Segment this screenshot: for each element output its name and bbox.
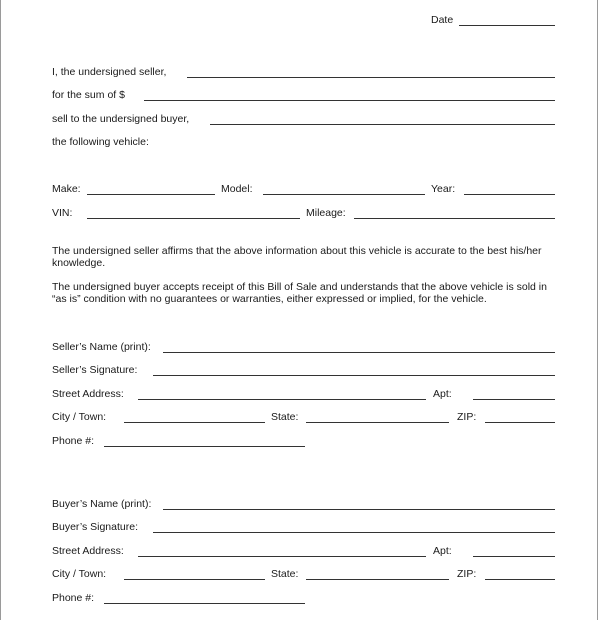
seller-city-field[interactable]: [124, 422, 265, 423]
vin-field[interactable]: [87, 218, 300, 219]
vehicle-intro-label: the following vehicle:: [52, 136, 149, 148]
seller-signature-label: Seller’s Signature:: [52, 364, 138, 376]
buyer-street-label: Street Address:: [52, 545, 124, 557]
buyer-zip-label: ZIP:: [457, 568, 477, 580]
seller-street-label: Street Address:: [52, 388, 124, 400]
seller-state-field[interactable]: [306, 422, 449, 423]
buyer-apt-label: Apt:: [433, 545, 452, 557]
buyer-state-field[interactable]: [306, 579, 449, 580]
seller-zip-label: ZIP:: [457, 411, 477, 423]
sell-to-field[interactable]: [210, 124, 555, 125]
seller-zip-field[interactable]: [485, 422, 555, 423]
buyer-apt-field[interactable]: [473, 556, 555, 557]
buyer-zip-field[interactable]: [485, 579, 555, 580]
buyer-street-field[interactable]: [138, 556, 426, 557]
make-label: Make:: [52, 183, 81, 195]
date-field[interactable]: [459, 25, 555, 26]
seller-name-label: Seller’s Name (print):: [52, 341, 151, 353]
seller-apt-field[interactable]: [473, 399, 555, 400]
sell-to-label: sell to the undersigned buyer,: [52, 113, 190, 125]
make-field[interactable]: [87, 194, 215, 195]
buyer-name-label: Buyer’s Name (print):: [52, 498, 152, 510]
seller-intro-field[interactable]: [187, 77, 555, 78]
seller-apt-label: Apt:: [433, 388, 452, 400]
mileage-label: Mileage:: [306, 207, 346, 219]
model-label: Model:: [221, 183, 253, 195]
buyer-city-field[interactable]: [124, 579, 265, 580]
year-label: Year:: [431, 183, 456, 195]
model-field[interactable]: [263, 194, 425, 195]
seller-name-field[interactable]: [163, 352, 555, 353]
buyer-name-field[interactable]: [163, 509, 555, 510]
seller-phone-field[interactable]: [104, 446, 305, 447]
seller-city-label: City / Town:: [52, 411, 107, 423]
buyer-city-label: City / Town:: [52, 568, 107, 580]
vin-label: VIN:: [52, 207, 73, 219]
seller-state-label: State:: [271, 411, 299, 423]
date-label: Date: [431, 14, 454, 26]
buyer-signature-field[interactable]: [153, 532, 555, 533]
buyer-signature-label: Buyer’s Signature:: [52, 521, 138, 533]
seller-phone-label: Phone #:: [52, 435, 95, 447]
mileage-field[interactable]: [354, 218, 555, 219]
year-field[interactable]: [464, 194, 555, 195]
sum-field[interactable]: [144, 100, 555, 101]
seller-street-field[interactable]: [138, 399, 426, 400]
sum-label: for the sum of $: [52, 89, 125, 101]
buyer-state-label: State:: [271, 568, 299, 580]
seller-intro-label: I, the undersigned seller,: [52, 66, 167, 78]
buyer-acceptance: The undersigned buyer accepts receipt of this Bill of Sale and understands that the above vehicle is sold in “as is” condition with no guarantees or warranties, either expressed or implied, for the vehicle.: [52, 281, 547, 305]
seller-signature-field[interactable]: [153, 375, 555, 376]
buyer-phone-label: Phone #:: [52, 592, 95, 604]
seller-affirmation: The undersigned seller affirms that the above information about this vehicle is accurate to the best his/her knowledge.: [52, 245, 542, 269]
buyer-phone-field[interactable]: [104, 603, 305, 604]
